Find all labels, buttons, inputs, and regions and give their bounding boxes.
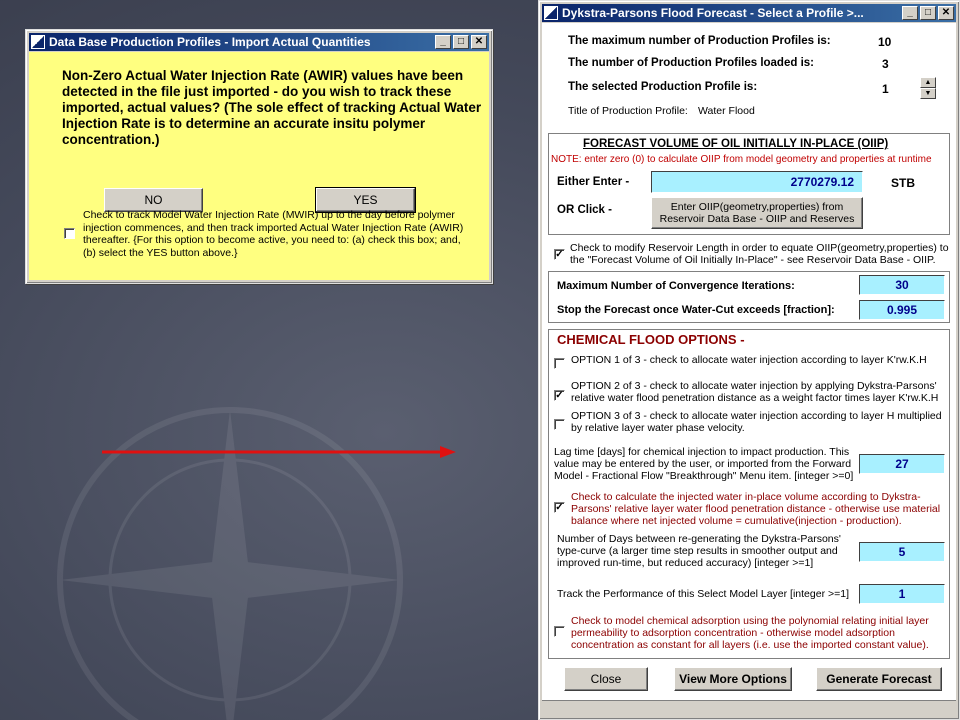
compass-background-graphic	[0, 320, 560, 720]
lag-time-input[interactable]: 27	[859, 454, 945, 474]
spinner-up-icon[interactable]: ▲	[920, 77, 936, 88]
chemical-flood-panel	[548, 329, 950, 659]
forecast-dialog-body	[542, 23, 956, 716]
adsorption-text: Check to model chemical adsorption using the polynomial relating initial layer permeability to adsorption concentration - otherwise model adsorption concentration as constant for all layers (i.e. use the imported constant value).	[571, 615, 929, 651]
profile-spinner[interactable]	[920, 77, 936, 99]
convergence-panel	[548, 271, 950, 323]
option3-checkbox[interactable]	[554, 419, 565, 430]
enter-ooip-from-database-button[interactable]: Enter OIIP(geometry,properties) from Reservoir Data Base - OIIP and Reserves	[651, 197, 863, 229]
flood-forecast-dialog	[538, 0, 960, 720]
forecast-dialog-titlebar[interactable]	[542, 4, 956, 22]
chemical-header: CHEMICAL FLOOD OPTIONS -	[557, 332, 745, 347]
selected-profile-value: 1	[882, 82, 889, 96]
modify-length-checkbox[interactable]: ✓	[555, 249, 564, 260]
either-enter-label: Either Enter -	[557, 176, 630, 188]
option1-text: OPTION 1 of 3 - check to allocate water injection according to layer K'rw.K.H	[571, 354, 927, 366]
or-click-label: OR Click -	[557, 204, 612, 216]
max-profiles-label: The maximum number of Production Profiles is:	[568, 35, 831, 47]
generate-forecast-button[interactable]: Generate Forecast	[816, 667, 942, 691]
inplace-volume-text: Check to calculate the injected water in-place volume according to Dykstra-Parsons' relative layer water flood penetration distance - otherwise use material balance where net injected volume = cumulative(injection - production).	[571, 491, 941, 527]
max-profiles-value: 10	[878, 35, 892, 49]
awir-question-text: Non-Zero Actual Water Injection Rate (AWIR) values have been detected in the file just imported - do you wish to track these imported, actual values? (The sole effect of tracking Actual Water Injection Rate is to determine an accurate insitu polymer concentration.)	[62, 68, 482, 147]
close-icon[interactable]: ✕	[938, 6, 954, 20]
red-arrow	[100, 444, 460, 460]
inplace-volume-checkbox[interactable]: ✓	[555, 502, 564, 513]
close-button[interactable]: Close	[564, 667, 648, 691]
close-icon[interactable]: ✕	[471, 35, 487, 49]
ooip-input[interactable]: 2770279.12	[651, 171, 863, 193]
modify-length-text: Check to modify Reservoir Length in order to equate OIIP(geometry,properties) to the "Forecast Volume of Oil Initially In-Place" - see Reservoir Data Base - OIIP.	[570, 242, 949, 266]
option1-checkbox[interactable]	[554, 358, 565, 369]
import-dialog-body	[29, 52, 489, 280]
app-icon	[544, 6, 558, 20]
minimize-icon[interactable]: _	[902, 6, 918, 20]
maximize-icon[interactable]: □	[453, 35, 469, 49]
minimize-icon[interactable]: _	[435, 35, 451, 49]
regen-days-text: Number of Days between re-generating the Dykstra-Parsons' type-curve (a larger time step results in smoother output and improved run-time, but reduced accuracy) [integer >=1]	[557, 533, 841, 569]
regen-days-input[interactable]: 5	[859, 542, 945, 562]
profile-title-value: Water Flood	[698, 105, 755, 117]
water-cut-input[interactable]: 0.995	[859, 300, 945, 320]
import-dialog-titlebar[interactable]	[29, 33, 489, 51]
convergence-label: Maximum Number of Convergence Iterations:	[557, 280, 795, 292]
import-actual-quantities-dialog	[25, 29, 493, 284]
profile-title-label: Title of Production Profile:	[568, 105, 688, 117]
loaded-profiles-label: The number of Production Profiles loaded is:	[568, 57, 814, 69]
loaded-profiles-value: 3	[882, 57, 889, 71]
ooip-header: FORECAST VOLUME OF OIL INITIALLY IN-PLACE (OIIP)	[583, 138, 889, 150]
ooip-unit: STB	[891, 176, 915, 190]
import-dialog-title: Data Base Production Profiles - Import Actual Quantities	[49, 35, 371, 49]
no-button[interactable]: NO	[104, 188, 203, 212]
option2-text: OPTION 2 of 3 - check to allocate water injection by applying Dykstra-Parsons' relative water flood penetration distance as a weight factor times layer K'rw.K.H	[571, 380, 939, 404]
water-cut-label: Stop the Forecast once Water-Cut exceeds [fraction]:	[557, 304, 835, 316]
maximize-icon[interactable]: □	[920, 6, 936, 20]
option2-checkbox[interactable]: ✓	[555, 390, 564, 401]
track-layer-input[interactable]: 1	[859, 584, 945, 604]
track-layer-text: Track the Performance of this Select Model Layer [integer >=1]	[557, 588, 850, 600]
track-awir-checkbox[interactable]	[64, 228, 75, 239]
forecast-dialog-title: Dykstra-Parsons Flood Forecast - Select a Profile >...	[562, 6, 864, 20]
view-more-options-button[interactable]: View More Options	[674, 667, 792, 691]
option3-text: OPTION 3 of 3 - check to allocate water injection according to layer H multiplied by relative layer water phase velocity.	[571, 410, 942, 434]
adsorption-checkbox[interactable]	[554, 626, 565, 637]
yes-button[interactable]: YES	[316, 188, 415, 212]
ooip-note: NOTE: enter zero (0) to calculate OIIP from model geometry and properties at runtime	[551, 154, 932, 165]
lag-time-text: Lag time [days] for chemical injection to impact production. This value may be entered by the user, or imported from the Forward Model - Fractional Flow "Breakthrough" Menu item. [integer >=0]	[554, 446, 854, 482]
convergence-input[interactable]: 30	[859, 275, 945, 295]
selected-profile-label: The selected Production Profile is:	[568, 81, 758, 93]
track-awir-note: Check to track Model Water Injection Rate (MWIR) up to the day before polymer injection commences, and then track imported Actual Water Injection Rate (AWIR) thereafter. {For this option to become active, you need to: (a) check this box; and, (b) select the YES button above.}	[83, 209, 464, 259]
app-icon	[31, 35, 45, 49]
status-bar	[542, 700, 956, 716]
ooip-panel	[548, 133, 950, 235]
spinner-down-icon[interactable]: ▼	[920, 88, 936, 99]
